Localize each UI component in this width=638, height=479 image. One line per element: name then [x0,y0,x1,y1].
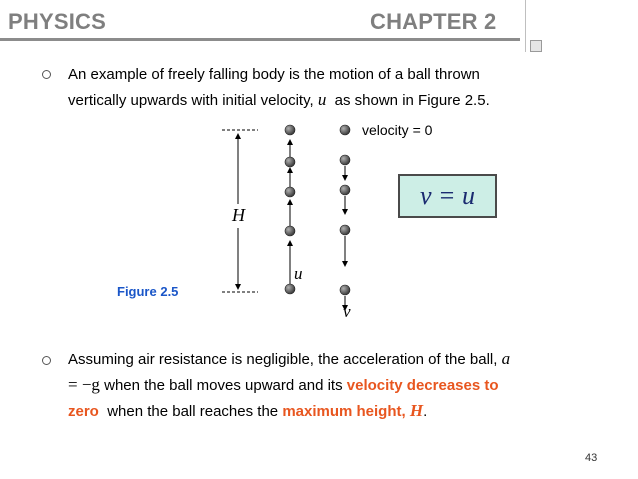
ball [285,187,295,197]
downward-column [340,125,350,308]
var-a: a [501,349,511,368]
bullet1-line2-start: vertically upwards with initial velocity, [68,92,314,109]
var-u: u [317,90,327,109]
bullet2-line1 [68,346,613,372]
height-label: H [232,205,245,225]
ball [340,225,350,235]
ball [340,155,350,165]
bullet1-line2-end: as shown in Figure 2.5. [334,92,490,109]
figure-caption: Figure 2.5 [117,284,179,299]
ball [285,284,295,294]
u-label: u [294,264,303,283]
bullet2-line3 [68,398,613,424]
velocity-zero-label: velocity = 0 [362,122,433,138]
bullet2-line3-text: when the ball reaches the [107,403,279,420]
ball [340,285,350,295]
var-H: H [409,401,424,420]
highlight-max-height: maximum height, [282,403,406,420]
page-number: 43 [585,452,598,464]
highlight-velocity-decreases: velocity decreases to [346,377,499,394]
chapter-title: CHAPTER 2 [370,9,497,34]
bullet-icon [42,356,51,365]
bullet2-text [68,346,613,424]
equation-box [398,174,497,218]
bullet1-line1: An example of freely falling body is the motion of a ball thrown [68,66,480,83]
equation: v = u [419,181,476,210]
ball [285,226,295,236]
ball [340,185,350,195]
ball [285,157,295,167]
v-label: v [343,302,351,321]
highlight-zero: zero [68,403,99,420]
subject-title: PHYSICS [8,9,106,34]
period: . [423,403,428,420]
bullet2-line1-text: Assuming air resistance is negligible, the acceleration of the ball, [68,351,498,368]
bullet2-line2-text: when the ball moves upward and its [104,377,343,394]
ball [340,125,350,135]
ball [285,125,295,135]
bullet2-line2 [68,372,613,398]
equation-neg-g: = −g [68,375,100,394]
